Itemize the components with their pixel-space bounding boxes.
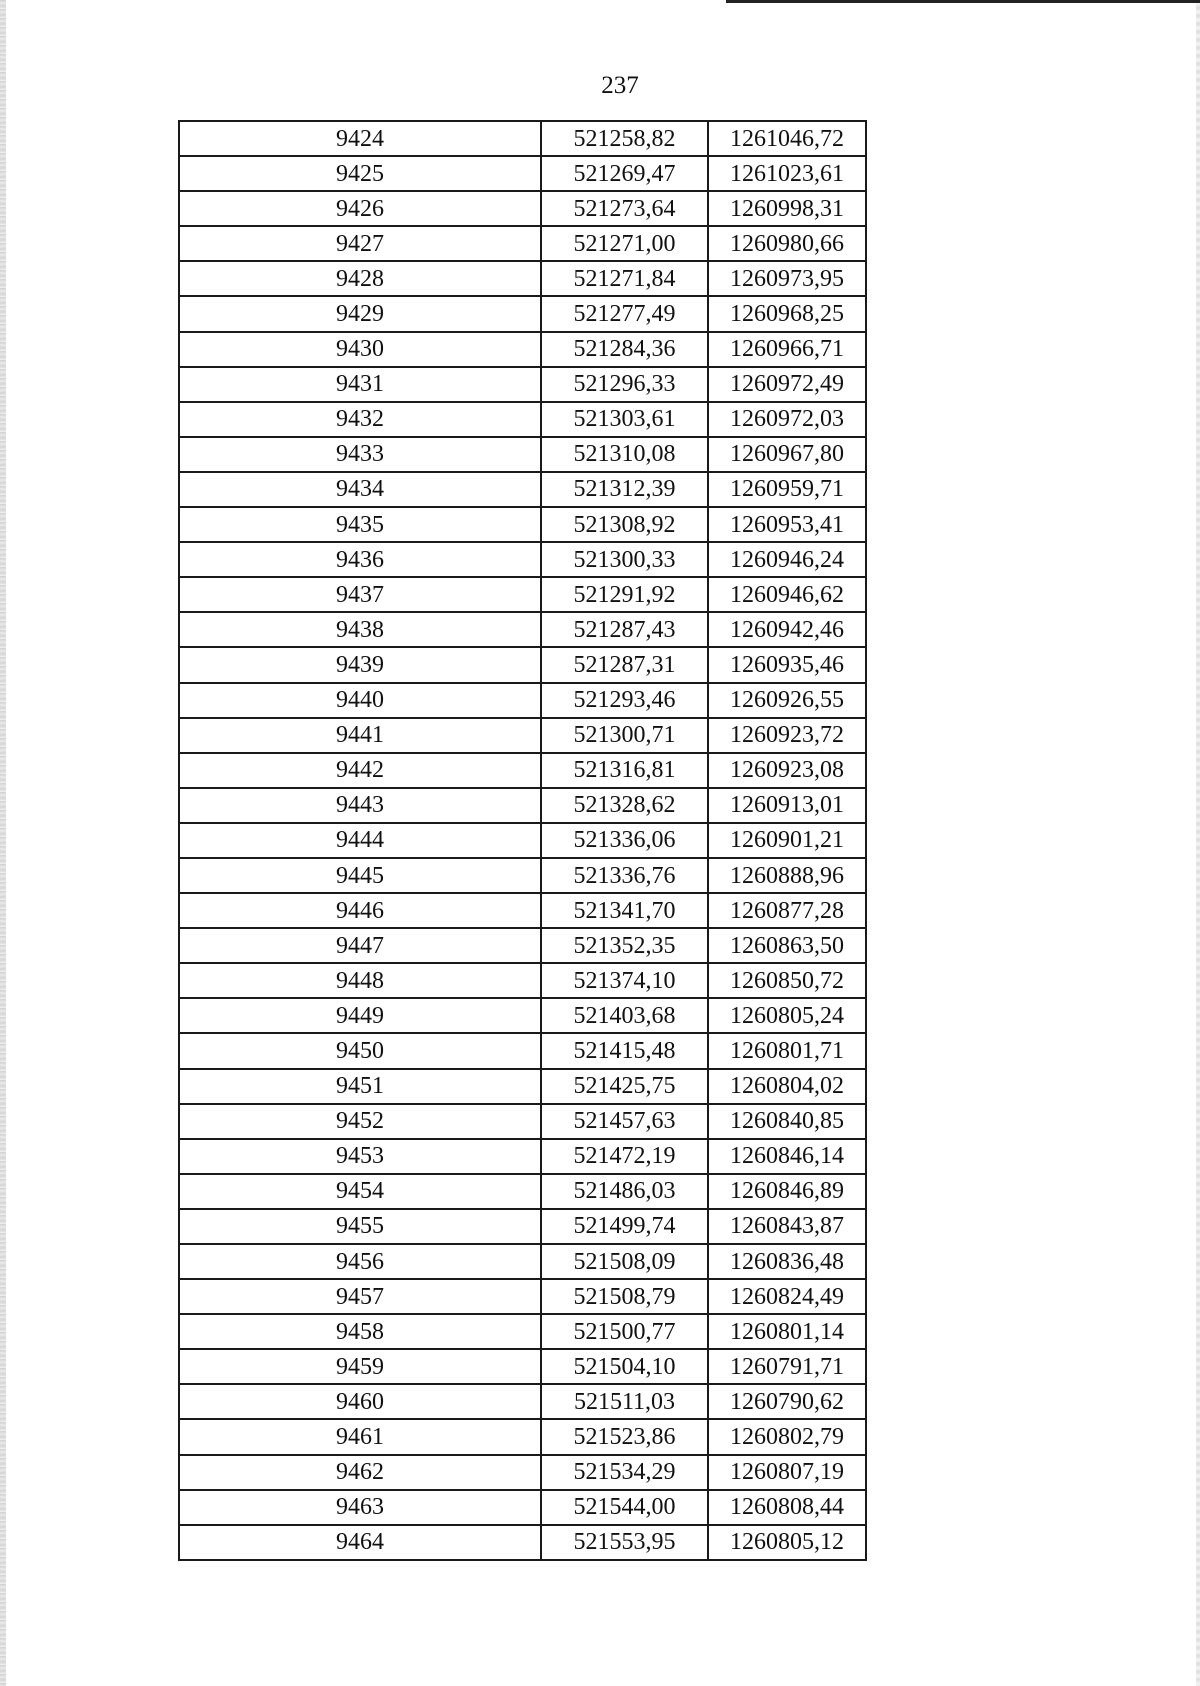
table-row [179,1209,866,1244]
point-number-cell: 9458 [179,1314,541,1349]
table-row [179,577,866,612]
x-coordinate-cell: 521499,74 [541,1209,708,1244]
point-number-cell: 9434 [179,472,541,507]
y-coordinate-cell: 1260790,62 [708,1384,866,1419]
x-coordinate-cell: 521486,03 [541,1174,708,1209]
point-number-cell: 9448 [179,963,541,998]
y-coordinate-cell: 1260846,89 [708,1174,866,1209]
point-number-cell: 9456 [179,1244,541,1279]
y-coordinate-cell: 1260980,66 [708,226,866,261]
x-coordinate-cell: 521310,08 [541,437,708,472]
table-row [179,121,866,156]
table-row [179,1104,866,1139]
point-number-cell: 9432 [179,402,541,437]
table-row [179,963,866,998]
y-coordinate-cell: 1260863,50 [708,928,866,963]
table-row [179,156,866,191]
x-coordinate-cell: 521425,75 [541,1069,708,1104]
x-coordinate-cell: 521352,35 [541,928,708,963]
point-number-cell: 9437 [179,577,541,612]
y-coordinate-cell: 1260850,72 [708,963,866,998]
x-coordinate-cell: 521523,86 [541,1419,708,1454]
table-row [179,1139,866,1174]
y-coordinate-cell: 1260972,49 [708,367,866,402]
y-coordinate-cell: 1260946,24 [708,542,866,577]
point-number-cell: 9429 [179,296,541,331]
table-row [179,823,866,858]
x-coordinate-cell: 521308,92 [541,507,708,542]
y-coordinate-cell: 1260804,02 [708,1069,866,1104]
table-row [179,1384,866,1419]
table-row [179,507,866,542]
table-row [179,718,866,753]
x-coordinate-cell: 521472,19 [541,1139,708,1174]
x-coordinate-cell: 521341,70 [541,893,708,928]
table-row [179,998,866,1033]
y-coordinate-cell: 1260846,14 [708,1139,866,1174]
y-coordinate-cell: 1260968,25 [708,296,866,331]
x-coordinate-cell: 521284,36 [541,332,708,367]
x-coordinate-cell: 521511,03 [541,1384,708,1419]
table-row [179,472,866,507]
y-coordinate-cell: 1260926,55 [708,683,866,718]
point-number-cell: 9462 [179,1455,541,1490]
x-coordinate-cell: 521457,63 [541,1104,708,1139]
top-rule [726,0,1200,3]
y-coordinate-cell: 1260953,41 [708,507,866,542]
point-number-cell: 9453 [179,1139,541,1174]
x-coordinate-cell: 521534,29 [541,1455,708,1490]
point-number-cell: 9427 [179,226,541,261]
y-coordinate-cell: 1260805,12 [708,1525,866,1560]
x-coordinate-cell: 521287,43 [541,612,708,647]
table-row [179,788,866,823]
y-coordinate-cell: 1260808,44 [708,1490,866,1525]
point-number-cell: 9435 [179,507,541,542]
scan-edge-left [0,0,6,1686]
table-row [179,1314,866,1349]
coordinates-table [178,120,867,1561]
table-row [179,1525,866,1560]
point-number-cell: 9444 [179,823,541,858]
table-row [179,437,866,472]
point-number-cell: 9424 [179,121,541,156]
y-coordinate-cell: 1260843,87 [708,1209,866,1244]
table-row [179,893,866,928]
point-number-cell: 9425 [179,156,541,191]
table-row [179,367,866,402]
point-number-cell: 9463 [179,1490,541,1525]
x-coordinate-cell: 521544,00 [541,1490,708,1525]
point-number-cell: 9441 [179,718,541,753]
x-coordinate-cell: 521328,62 [541,788,708,823]
table-row [179,647,866,682]
y-coordinate-cell: 1260998,31 [708,191,866,226]
point-number-cell: 9428 [179,261,541,296]
table-row [179,332,866,367]
page-number: 237 [601,72,639,99]
table-row [179,1174,866,1209]
point-number-cell: 9449 [179,998,541,1033]
y-coordinate-cell: 1260840,85 [708,1104,866,1139]
point-number-cell: 9430 [179,332,541,367]
y-coordinate-cell: 1260923,72 [708,718,866,753]
y-coordinate-cell: 1260801,71 [708,1033,866,1068]
point-number-cell: 9455 [179,1209,541,1244]
y-coordinate-cell: 1260807,19 [708,1455,866,1490]
y-coordinate-cell: 1260946,62 [708,577,866,612]
x-coordinate-cell: 521293,46 [541,683,708,718]
x-coordinate-cell: 521287,31 [541,647,708,682]
y-coordinate-cell: 1260942,46 [708,612,866,647]
point-number-cell: 9431 [179,367,541,402]
point-number-cell: 9442 [179,753,541,788]
x-coordinate-cell: 521269,47 [541,156,708,191]
table-row [179,683,866,718]
x-coordinate-cell: 521553,95 [541,1525,708,1560]
table-row [179,753,866,788]
point-number-cell: 9436 [179,542,541,577]
table-row [179,226,866,261]
point-number-cell: 9451 [179,1069,541,1104]
x-coordinate-cell: 521508,09 [541,1244,708,1279]
table-row [179,928,866,963]
x-coordinate-cell: 521300,33 [541,542,708,577]
point-number-cell: 9433 [179,437,541,472]
x-coordinate-cell: 521312,39 [541,472,708,507]
y-coordinate-cell: 1260967,80 [708,437,866,472]
table-row [179,1349,866,1384]
table-row [179,1244,866,1279]
y-coordinate-cell: 1260801,14 [708,1314,866,1349]
x-coordinate-cell: 521296,33 [541,367,708,402]
x-coordinate-cell: 521303,61 [541,402,708,437]
table-row [179,1069,866,1104]
point-number-cell: 9457 [179,1279,541,1314]
table-row [179,402,866,437]
point-number-cell: 9426 [179,191,541,226]
point-number-cell: 9464 [179,1525,541,1560]
point-number-cell: 9440 [179,683,541,718]
point-number-cell: 9452 [179,1104,541,1139]
table-row [179,858,866,893]
point-number-cell: 9461 [179,1419,541,1454]
table-row [179,1419,866,1454]
point-number-cell: 9454 [179,1174,541,1209]
y-coordinate-cell: 1260836,48 [708,1244,866,1279]
x-coordinate-cell: 521500,77 [541,1314,708,1349]
scan-edge-right [1196,0,1200,1686]
x-coordinate-cell: 521504,10 [541,1349,708,1384]
x-coordinate-cell: 521415,48 [541,1033,708,1068]
point-number-cell: 9439 [179,647,541,682]
y-coordinate-cell: 1260973,95 [708,261,866,296]
x-coordinate-cell: 521300,71 [541,718,708,753]
coordinates-table-body [179,121,866,1560]
x-coordinate-cell: 521316,81 [541,753,708,788]
y-coordinate-cell: 1260805,24 [708,998,866,1033]
point-number-cell: 9438 [179,612,541,647]
point-number-cell: 9450 [179,1033,541,1068]
point-number-cell: 9447 [179,928,541,963]
y-coordinate-cell: 1260972,03 [708,402,866,437]
table-row [179,612,866,647]
point-number-cell: 9459 [179,1349,541,1384]
y-coordinate-cell: 1260959,71 [708,472,866,507]
x-coordinate-cell: 521258,82 [541,121,708,156]
table-row [179,1490,866,1525]
y-coordinate-cell: 1260901,21 [708,823,866,858]
y-coordinate-cell: 1260935,46 [708,647,866,682]
x-coordinate-cell: 521271,00 [541,226,708,261]
y-coordinate-cell: 1261023,61 [708,156,866,191]
x-coordinate-cell: 521336,76 [541,858,708,893]
y-coordinate-cell: 1260913,01 [708,788,866,823]
point-number-cell: 9460 [179,1384,541,1419]
table-row [179,542,866,577]
table-row [179,1455,866,1490]
table-row [179,1279,866,1314]
x-coordinate-cell: 521277,49 [541,296,708,331]
x-coordinate-cell: 521508,79 [541,1279,708,1314]
y-coordinate-cell: 1261046,72 [708,121,866,156]
y-coordinate-cell: 1260791,71 [708,1349,866,1384]
x-coordinate-cell: 521271,84 [541,261,708,296]
x-coordinate-cell: 521403,68 [541,998,708,1033]
table-row [179,261,866,296]
y-coordinate-cell: 1260802,79 [708,1419,866,1454]
x-coordinate-cell: 521374,10 [541,963,708,998]
y-coordinate-cell: 1260824,49 [708,1279,866,1314]
table-row [179,1033,866,1068]
y-coordinate-cell: 1260888,96 [708,858,866,893]
table-row [179,296,866,331]
x-coordinate-cell: 521273,64 [541,191,708,226]
point-number-cell: 9446 [179,893,541,928]
table-row [179,191,866,226]
x-coordinate-cell: 521336,06 [541,823,708,858]
point-number-cell: 9445 [179,858,541,893]
y-coordinate-cell: 1260923,08 [708,753,866,788]
y-coordinate-cell: 1260877,28 [708,893,866,928]
point-number-cell: 9443 [179,788,541,823]
x-coordinate-cell: 521291,92 [541,577,708,612]
y-coordinate-cell: 1260966,71 [708,332,866,367]
